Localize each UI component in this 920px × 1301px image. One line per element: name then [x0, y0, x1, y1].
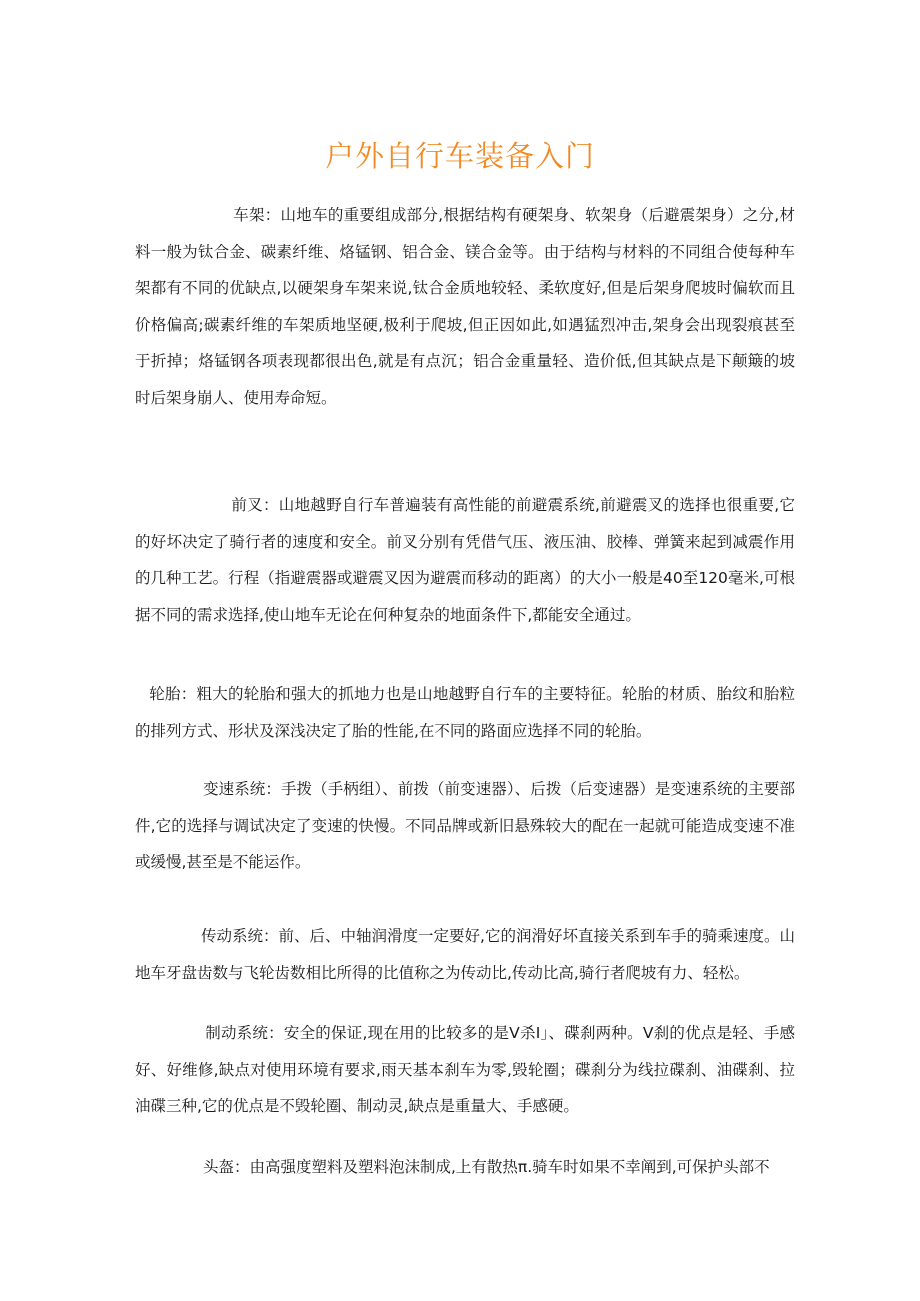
- paragraph-shift-system-text: 变速系统：手拨（手柄组）、前拨（前变速器）、后拨（后变速器）是变速系统的主要部件,它的选择与调试决定了变速的快慢。不同品牌或新旧悬殊较大的配在一起就可能造成变速不准或缓慢,甚至是不能运作。: [135, 780, 795, 872]
- paragraph-frame: [135, 197, 795, 417]
- paragraph-fork: [135, 487, 795, 633]
- paragraph-fork-text: 前叉：山地越野自行车普遍装有高性能的前避震系统,前避震叉的选择也很重要,它的好坏决定了骑行者的速度和安全。前叉分别有凭借气压、液压油、胶棒、弹簧来起到减震作用的几种工艺。行程（指避震器或避震叉因为避震而移动的距离）的大小一般是40至120毫米,可根据不同的需求选择,使山地车无论在何种复杂的地面条件下,都能安全通过。: [135, 496, 795, 624]
- paragraph-tire-text: 轮胎：粗大的轮胎和强大的抓地力也是山地越野自行车的主要特征。轮胎的材质、胎纹和胎粒的排列方式、形状及深浅决定了胎的性能,在不同的路面应选择不同的轮胎。: [135, 685, 795, 740]
- paragraph-helmet-text: 头盔：由高强度塑料及塑料泡沫制成,上有散热π.骑车时如果不幸阐到,可保护头部不: [203, 1158, 770, 1176]
- paragraph-brake-system: [135, 1015, 795, 1125]
- paragraph-drive-system: [135, 918, 795, 991]
- paragraph-helmet: [135, 1149, 795, 1179]
- document-title: 户外自行车装备入门: [324, 139, 595, 173]
- paragraph-brake-system-text: 制动系统：安全的保证,现在用的比较多的是V杀I」、碟刹两种。V刹的优点是轻、手感好、好维修,缺点对使用环境有要求,雨天基本刹车为零,毁轮圈；碟刹分为线拉碟刹、油碟刹、拉油碟三种,它的优点是不毁轮圈、制动灵,缺点是重量大、手感硬。: [135, 1024, 795, 1116]
- paragraph-tire: [135, 676, 795, 749]
- paragraph-shift-system: [135, 771, 795, 881]
- paragraph-frame-text: 车架：山地车的重要组成部分,根据结构有硬架身、软架身（后避震架身）之分,材料一般为钛合金、碳素纤维、烙锰钢、铝合金、镁合金等。由于结构与材料的不同组合使每种车架都有不同的优缺点,以硬架身车架来说,钛合金质地较轻、柔软度好,但是后架身爬坡时偏软而且价格偏高;碳素纤维的车架质地坚硬,极利于爬坡,但正因如此,如遇猛烈冲击,架身会出现裂痕甚至于折掉；烙锰钢各项表现都很出色,就是有点沉；铝合金重量轻、造价低,但其缺点是下颠簸的坡时后架身崩人、使用寿命短。: [135, 206, 795, 407]
- paragraph-drive-system-text: 传动系统：前、后、中轴润滑度一定要好,它的润滑好坏直接关系到车手的骑乘速度。山地车牙盘齿数与飞轮齿数相比所得的比值称之为传动比,传动比高,骑行者爬坡有力、轻松。: [135, 927, 795, 982]
